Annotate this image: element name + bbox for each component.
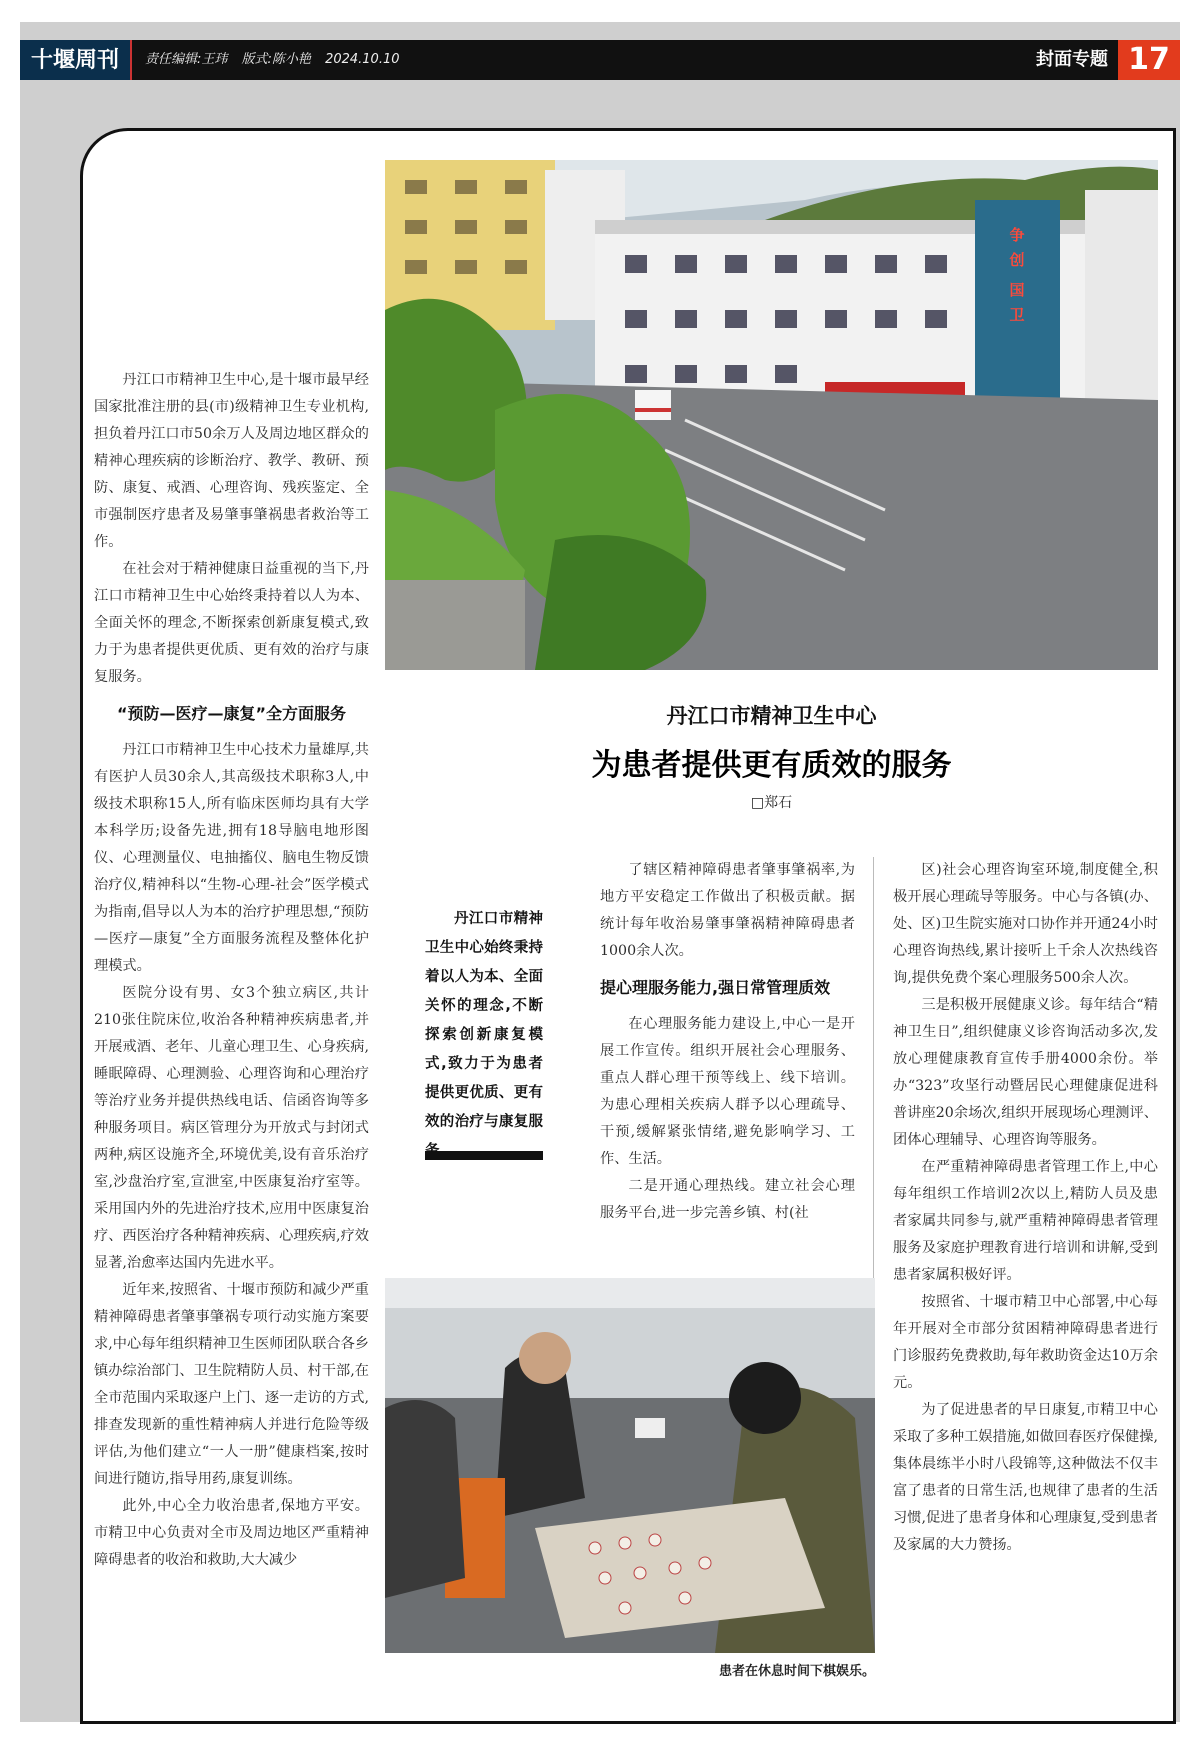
paragraph: 在心理服务能力建设上,中心一是开展工作宣传。组织开展社会心理服务、重点人群心理干预等线上、线下培训。为患心理相关疾病人群予以心理疏导、干预,缓解紧张情绪,避免影响学习、工作、生活。 [600, 1016, 855, 1167]
paragraph: 按照省、十堰市精卫中心部署,中心每年开展对全市部分贫困精神障碍患者进行门诊服药免费救助,每年救助资金达10万余元。 [893, 1294, 1158, 1391]
page-header [20, 40, 1180, 80]
paragraph: 了辖区精神障碍患者肇事肇祸率,为地方平安稳定工作做出了积极贡献。据统计每年收治易肇事肇祸精神障碍患者1000余人次。 [600, 862, 855, 959]
article-subtitle: 丹江口市精神卫生中心 [666, 704, 877, 728]
paragraph: 区)社会心理咨询室环境,制度健全,积极开展心理疏导等服务。中心与各镇(办、处、区)卫生院实施对口协作并开通24小时心理咨询热线,累计接听上千余人次热线咨询,提供免费个案心理服务500余人次。 [893, 862, 1158, 986]
article-column-4 [893, 857, 1158, 1559]
article-column-3 [600, 857, 855, 1227]
paragraph: 丹江口市精神卫生中心技术力量雄厚,共有医护人员30余人,其高级技术职称3人,中级技术职称15人,所有临床医师均具有大学本科学历;设备先进,拥有18导脑电地形图仪、心理测量仪、电抽搐仪、脑电生物反馈治疗仪,精神科以“生物-心理-社会”医学模式为指南,倡导以人为本的治疗护理思想,“预防—医疗—康复”全方面服务流程及整体化护理模式。 [94, 742, 369, 974]
section-heading: 提心理服务能力,强日常管理质效 [600, 978, 831, 997]
pull-quote-bar [425, 1151, 543, 1160]
issue-date: 2024.10.10 [325, 52, 400, 67]
banner-char: 争 [1009, 226, 1025, 244]
editor-credit: 责任编辑:王玮 [145, 52, 228, 67]
article-author: □郑石 [750, 795, 793, 811]
page-number: 17 [1118, 40, 1180, 80]
paragraph: 在严重精神障碍患者管理工作上,中心每年组织工作培训2次以上,精防人员及患者家属共同参与,就严重精神障碍患者管理服务及家庭护理教育进行培训和讲解,受到患者家属积极好评。 [893, 1159, 1158, 1283]
paragraph: 近年来,按照省、十堰市预防和减少严重精神障碍患者肇事肇祸专项行动实施方案要求,中心每年组织精神卫生医师团队联合各乡镇办综治部门、卫生院精防人员、村干部,在全市范围内采取逐户上门、逐一走访的方式,排查发现新的重性精神病人并进行危险等级评估,为他们建立“一人一册”健康档案,按时间进行随访,指导用药,康复训练。 [94, 1282, 369, 1487]
banner-char: 卫 [1009, 306, 1025, 324]
paragraph: 此外,中心全力收治患者,保地方平安。市精卫中心负责对全市及周边地区严重精神障碍患者的收治和救助,大大减少 [94, 1498, 369, 1568]
paragraph: 丹江口市精神卫生中心,是十堰市最早经国家批准注册的县(市)级精神卫生专业机构,担负着丹江口市50余万人及周边地区群众的精神心理疾病的诊断治疗、教学、教研、预防、康复、戒酒、心理咨询、残疾鉴定、全市强制医疗患者及易肇事肇祸患者救治等工作。 [94, 372, 369, 550]
banner-char: 国 [1009, 281, 1025, 299]
article-column-1 [94, 367, 369, 1574]
pull-quote: 丹江口市精神卫生中心始终秉持着以人为本、全面关怀的理念,不断探索创新康复模式,致力于为患者提供更优质、更有效的治疗与康复服 [425, 911, 543, 1130]
header-meta [145, 40, 410, 80]
masthead-logo: 十堰周刊 [20, 40, 132, 80]
patients-chess-photo [385, 1278, 875, 1653]
hospital-courtyard-photo [385, 160, 1158, 670]
article-title: 为患者提供更有质效的服务 [591, 748, 952, 783]
banner-char: 创 [1009, 251, 1025, 269]
paragraph: 三是积极开展健康义诊。每年结合“精神卫生日”,组织健康义诊咨询活动多次,发放心理健康教育宣传手册4000余份。举办“323”攻坚行动暨居民心理健康促进科普讲座20余场次,组织开展现场心理测评、团体心理辅导、心理咨询等服务。 [893, 997, 1158, 1148]
article-title-block [385, 700, 1158, 812]
paragraph: 二是开通心理热线。建立社会心理服务平台,进一步完善乡镇、村(社 [600, 1178, 855, 1221]
paragraph: 医院分设有男、女3个独立病区,共计210张住院床位,收治各种精神疾病患者,并开展戒酒、老年、儿童心理卫生、心身疾病,睡眠障碍、心理测验、心理咨询和心理治疗等治疗业务并提供热线电话、信函咨询等多种服务项目。病区管理分为开放式与封闭式两种,病区设施齐全,环境优美,设有音乐治疗室,沙盘治疗室,宣泄室,中医康复治疗室等。采用国内外的先进治疗技术,应用中医康复治疗、西医治疗各种精神疾病、心理疾病,疗效显著,治愈率达国内先进水平。 [94, 985, 369, 1271]
section-heading: “预防—医疗—康复”全方面服务 [116, 704, 347, 723]
section-title: 封面专题 [1036, 49, 1108, 70]
paragraph: 在社会对于精神健康日益重视的当下,丹江口市精神卫生中心始终秉持着以人为本、全面关怀的理念,不断探索创新康复模式,致力于为患者提供更优质、更有效的治疗与康复服务。 [94, 561, 369, 685]
layout-credit: 版式:陈小艳 [241, 52, 311, 67]
paragraph: 为了促进患者的早日康复,市精卫中心采取了多种工娱措施,如做回春医疗保健操,集体晨练半小时八段锦等,这种做法不仅丰富了患者的日常生活,也规律了患者的生活习惯,促进了患者身体和心理康复,受到患者及家属的大力赞扬。 [893, 1402, 1158, 1553]
photo-caption: 患者在休息时间下棋娱乐。 [718, 1664, 875, 1679]
